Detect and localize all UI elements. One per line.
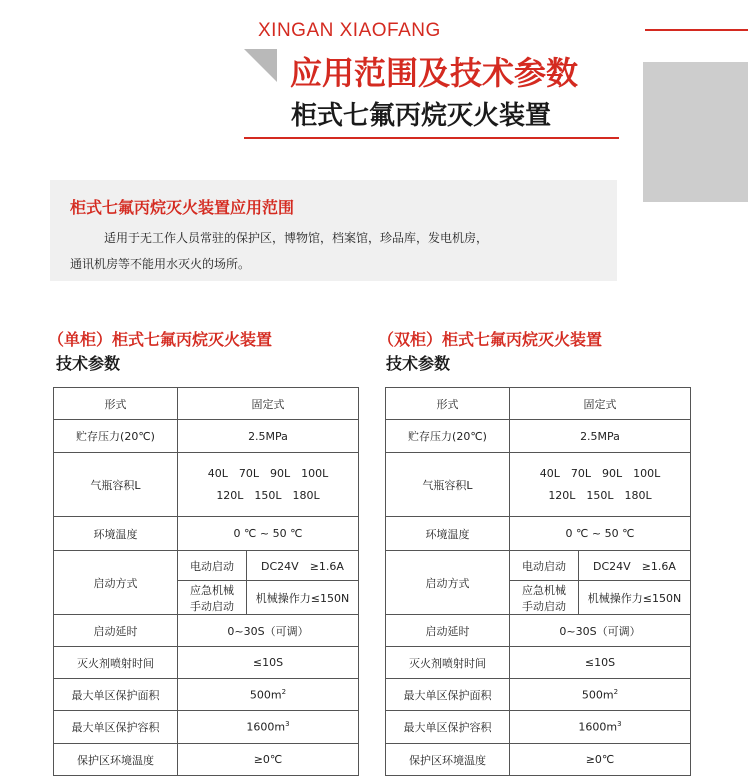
double-cabinet-spec-table [385,387,691,776]
table-row [386,453,691,517]
spec-value: 机械操作力≤150N [247,581,359,615]
table-row [54,711,359,744]
area-value: 500m [581,688,614,702]
scope-text-line-2: 通讯机房等不能用水灭火的场所。 [70,257,251,271]
spec-value: ≤10S [510,647,691,679]
spec-sub-label: 电动启动 [178,551,247,581]
spec-label: 贮存压力(20℃) [386,420,510,453]
spec-value: $1600m^3$ [510,711,691,744]
table-row [54,420,359,453]
sub-label-line-2: 手动启动 [522,599,566,613]
table-row [386,388,691,420]
table-row [54,551,359,581]
spec-label: 保护区环境温度 [54,744,178,776]
spec-value: ≥0℃ [178,744,359,776]
double-cabinet-subtitle: 技术参数 [386,354,451,373]
spec-label: 灭火剂喷射时间 [386,647,510,679]
spec-value: 2.5MPa [510,420,691,453]
table-row [386,647,691,679]
decorative-gray-block [643,62,748,202]
spec-label: 保护区环境温度 [386,744,510,776]
spec-label: 气瓶容积L [386,453,510,517]
single-cabinet-subtitle: 技术参数 [56,354,121,373]
volume-value: 1600m [578,720,618,734]
spec-label: 环境温度 [386,517,510,551]
table-row [54,744,359,776]
spec-label: 最大单区保护容积 [386,711,510,744]
spec-value: 固定式 [510,388,691,420]
spec-label: 形式 [54,388,178,420]
table-row [386,420,691,453]
table-row [386,711,691,744]
volume-value: 1600m [246,720,286,734]
spec-label: 启动延时 [386,615,510,647]
spec-label: 环境温度 [54,517,178,551]
table-row [54,615,359,647]
spec-label: 形式 [386,388,510,420]
single-cabinet-spec-table [53,387,359,776]
decorative-triangle [244,49,277,82]
spec-value: ≤10S [178,647,359,679]
spec-sub-label [510,581,579,615]
spec-value [178,453,359,517]
spec-label: 灭火剂喷射时间 [54,647,178,679]
volume-line-1: 40L 70L 90L 100L [539,466,661,480]
table-row [54,453,359,517]
spec-value: DC24V ≥1.6A [247,551,359,581]
spec-label: 最大单区保护容积 [54,711,178,744]
sub-label-line-1: 应急机械 [522,583,566,597]
spec-value: 0~30S（可调） [178,615,359,647]
spec-label: 启动方式 [54,551,178,615]
spec-label: 最大单区保护面积 [54,679,178,711]
spec-value: DC24V ≥1.6A [579,551,691,581]
spec-value: 0~30S（可调） [510,615,691,647]
spec-value: 2.5MPa [178,420,359,453]
spec-label: 气瓶容积L [54,453,178,517]
spec-sub-label [178,581,247,615]
spec-label: 启动方式 [386,551,510,615]
page-title: 应用范围及技术参数 [290,54,579,92]
spec-value: $500m^2$ [178,679,359,711]
spec-sub-label: 电动启动 [510,551,579,581]
volume-line-2: 120L 150L 180L [216,488,320,502]
spec-label: 最大单区保护面积 [386,679,510,711]
spec-value: 0 ℃ ~ 50 ℃ [178,517,359,551]
spec-label: 贮存压力(20℃) [54,420,178,453]
area-value: 500m [249,688,282,702]
page-subtitle: 柜式七氟丙烷灭火装置 [291,101,552,131]
table-row [54,517,359,551]
spec-value: 固定式 [178,388,359,420]
table-row [386,744,691,776]
table-row [386,551,691,581]
brand-name: XINGAN XIAOFANG [258,20,441,41]
header-red-line [645,29,748,31]
table-row [386,615,691,647]
single-cabinet-title: （单柜）柜式七氟丙烷灭火装置 [48,330,273,349]
table-row [54,388,359,420]
spec-label: 启动延时 [54,615,178,647]
volume-line-1: 40L 70L 90L 100L [207,466,329,480]
double-cabinet-title: （双柜）柜式七氟丙烷灭火装置 [378,330,603,349]
double-cabinet-heading [378,328,602,376]
application-scope-panel [50,180,617,281]
spec-value: ≥0℃ [510,744,691,776]
sub-label-line-2: 手动启动 [190,599,234,613]
scope-title: 柜式七氟丙烷灭火装置应用范围 [70,198,295,217]
spec-value: $1600m^3$ [178,711,359,744]
single-cabinet-heading [48,328,272,376]
volume-line-2: 120L 150L 180L [548,488,652,502]
table-row [54,647,359,679]
sub-label-line-1: 应急机械 [190,583,234,597]
scope-text-line-1: 适用于无工作人员常驻的保护区，博物馆，档案馆，珍品库，发电机房， [104,231,489,245]
spec-value: 0 ℃ ~ 50 ℃ [510,517,691,551]
spec-value: $500m^2$ [510,679,691,711]
spec-value [510,453,691,517]
spec-value: 机械操作力≤150N [579,581,691,615]
title-underline [244,137,619,139]
table-row [54,679,359,711]
table-row [386,517,691,551]
table-row [386,679,691,711]
